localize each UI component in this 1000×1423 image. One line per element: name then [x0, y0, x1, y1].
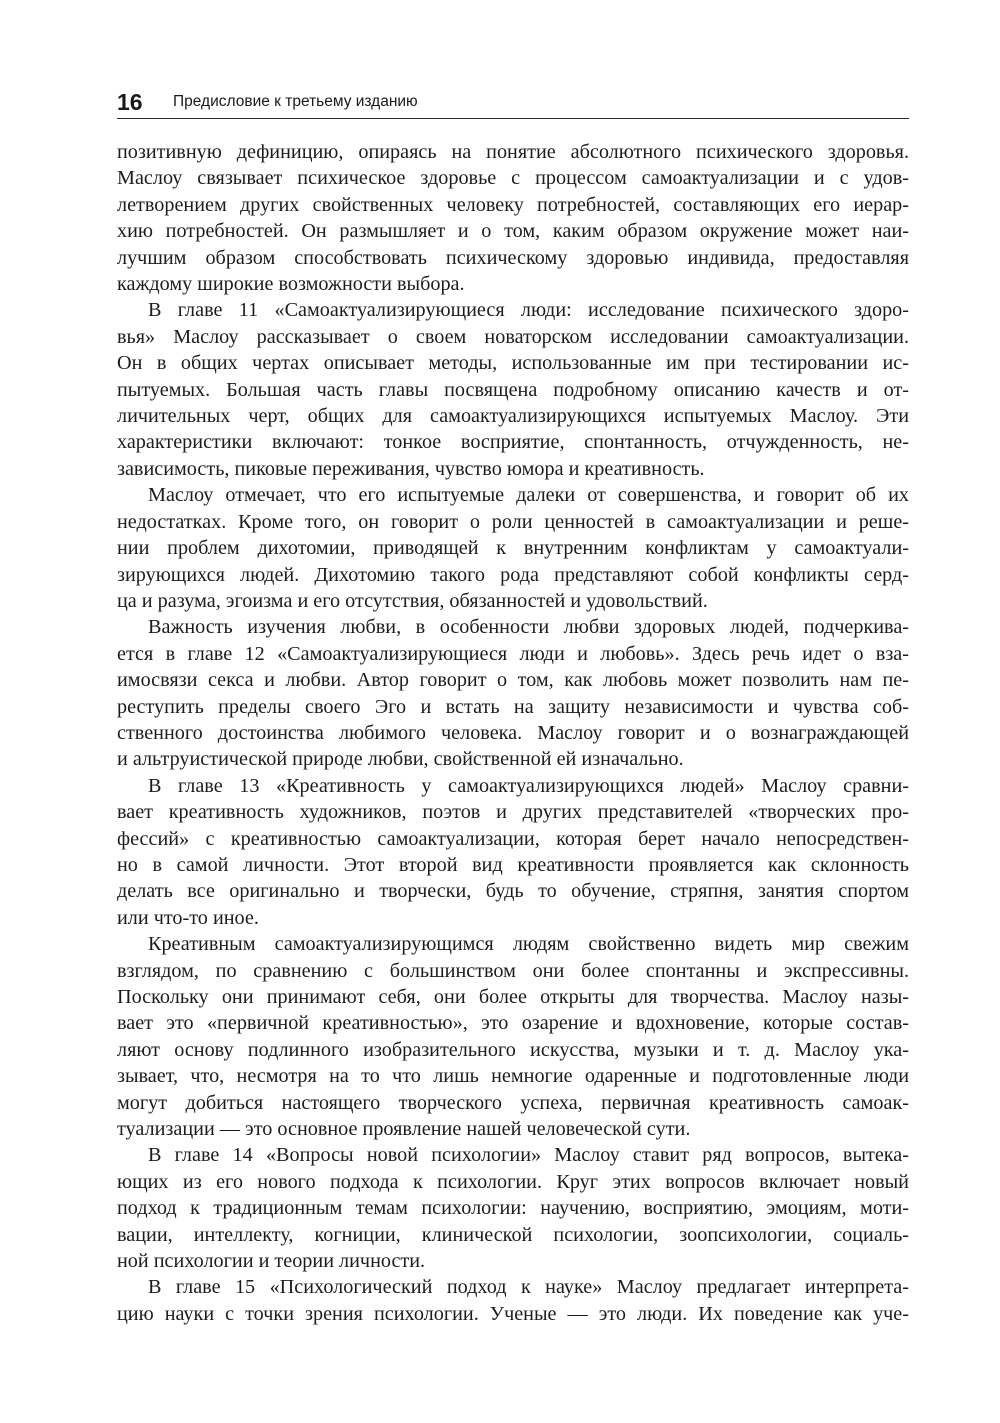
text-line: характеристики включают: тонкое восприятие, спонтанность, отчужденность, не- [117, 431, 909, 454]
paragraph-6 [117, 931, 909, 1142]
text-line: В главе 11 «Самоактуализирующиеся люди: исследование психического здоро- [148, 299, 909, 322]
text-line: вает креативность художников, поэтов и других представителей «творческих про- [117, 801, 909, 824]
text-line: пытуемых. Большая часть главы посвящена подробному описанию качеств и от- [117, 378, 909, 401]
text-line: взглядом, по сравнению с большинством они более спонтанны и экспрессивны. [117, 959, 909, 982]
running-header-title: Предисловие к третьему изданию [173, 93, 418, 110]
text-line: Поскольку они принимают себя, они более открыты для творчества. Маслоу назы- [117, 986, 909, 1008]
paragraph-2 [117, 297, 909, 482]
text-line: вья» Маслоу рассказывает о своем новаторском исследовании самоактуализации. [117, 325, 909, 348]
paragraph-5 [117, 773, 909, 931]
paragraph-1 [117, 139, 909, 297]
text-line: вает это «первичной креативностью», это озарение и вдохновение, которые состав- [117, 1012, 909, 1035]
text-line: фессий» с креативностью самоактуализации, которая берет начало непосредствен- [117, 827, 909, 850]
text-line: позитивную дефиницию, опираясь на понятие абсолютного психического здоровья. [117, 141, 909, 163]
text-line: ляют основу подлинного изобразительного искусства, музыки и т. д. Маслоу ука- [117, 1038, 909, 1061]
text-line: или что-то иное. [117, 906, 259, 929]
text-line: ца и разума, эгоизма и его отсутствия, обязанностей и удовольствий. [117, 589, 708, 612]
running-header [117, 88, 909, 119]
text-line: Маслоу связывает психическое здоровье с процессом самоактуализации и с удов- [117, 167, 909, 190]
text-line: В главе 15 «Психологический подход к науке» Маслоу предлагает интерпрета- [148, 1276, 909, 1299]
text-line: летворением других свойственных человеку потребностей, составляющих его иерар- [117, 193, 909, 216]
text-line: каждому широкие возможности выбора. [117, 273, 465, 296]
paragraph-8 [117, 1274, 909, 1327]
text-line: ственного достоинства любимого человека. Маслоу говорит и о вознаграждающей [117, 721, 909, 744]
paragraph-3 [117, 482, 909, 614]
text-line: реступить пределы своего Эго и встать на защиту независимости и чувства соб- [117, 695, 909, 718]
text-line: ется в главе 12 «Самоактуализирующиеся люди и любовь». Здесь речь идет о вза- [117, 642, 909, 665]
text-line: зависимость, пиковые переживания, чувство юмора и креативность. [117, 457, 705, 480]
text-line: и альтруистической природе любви, свойственной ей изначально. [117, 748, 684, 771]
text-line: лучшим образом способствовать психическому здоровью индивида, предоставляя [117, 246, 909, 269]
text-line: В главе 14 «Вопросы новой психологии» Маслоу ставит ряд вопросов, вытека- [148, 1144, 909, 1167]
text-line: зирующихся людей. Дихотомию такого рода представляют собой конфликты серд- [117, 563, 909, 586]
text-line: нии проблем дихотомии, приводящей к внутренним конфликтам у самоактуали- [117, 537, 909, 560]
text-line: вации, интеллекту, когниции, клинической психологии, зоопсихологии, социаль- [117, 1223, 909, 1246]
text-line: Важность изучения любви, в особенности любви здоровых людей, подчеркива- [148, 616, 909, 639]
text-line: подход к традиционным темам психологии: научению, восприятию, эмоциям, моти- [117, 1197, 909, 1220]
paragraph-4 [117, 614, 909, 772]
body-text [117, 139, 909, 1327]
paragraph-7 [117, 1142, 909, 1274]
text-line: личительных черт, общих для самоактуализирующихся испытуемых Маслоу. Эти [117, 405, 909, 428]
text-line: ющих из его нового подхода к психологии. Круг этих вопросов включает новый [117, 1170, 909, 1193]
text-line: делать все оригинально и творчески, будь то обучение, стряпня, занятия спортом [117, 880, 909, 903]
text-line: но в самой личности. Этот второй вид креативности проявляется как склонность [117, 853, 909, 876]
text-line: туализации — это основное проявление нашей человеческой сути. [117, 1118, 691, 1141]
text-line: ной психологии и теории личности. [117, 1250, 426, 1273]
text-line: Он в общих чертах описывает методы, использованные им при тестировании ис- [117, 352, 909, 375]
text-line: цию науки с точки зрения психологии. Ученые — это люди. Их поведение как уче- [117, 1302, 909, 1325]
text-line: могут добиться настоящего творческого успеха, первичная креативность самоак- [117, 1091, 909, 1114]
text-line: Маслоу отмечает, что его испытуемые далеки от совершенства, и говорит об их [148, 484, 909, 507]
text-line: недостатках. Кроме того, он говорит о роли ценностей в самоактуализации и реше- [117, 510, 909, 533]
page-number: 16 [117, 89, 143, 115]
text-line: хию потребностей. Он размышляет и о том, каким образом окружение может наи- [117, 220, 909, 243]
text-line: зывает, что, несмотря на то что лишь немногие одаренные и подготовленные люди [117, 1065, 909, 1088]
text-line: Креативным самоактуализирующимся людям свойственно видеть мир свежим [148, 933, 909, 956]
text-line: В главе 13 «Креативность у самоактуализирующихся людей» Маслоу сравни- [148, 774, 909, 797]
text-line: имосвязи секса и любви. Автор говорит о том, как любовь может позволить нам пе- [117, 669, 909, 692]
